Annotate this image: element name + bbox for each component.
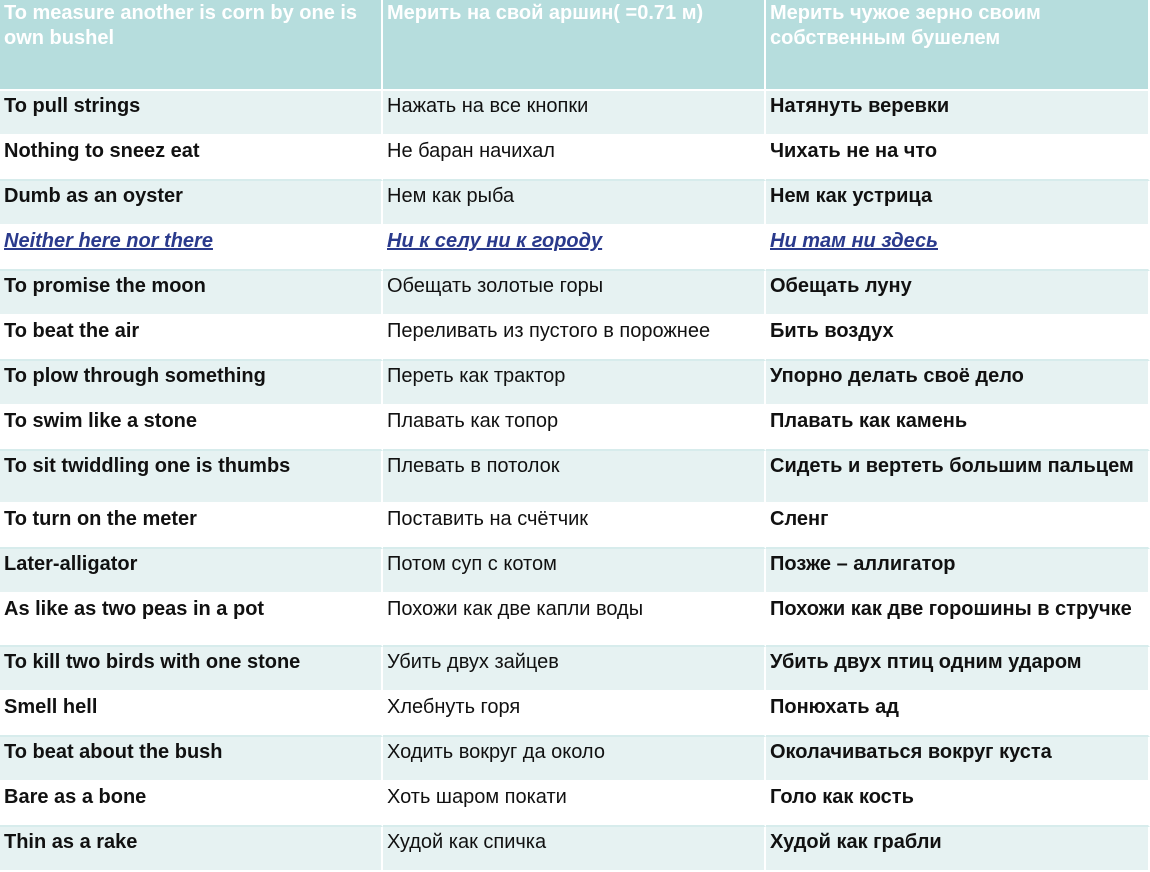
russian-equivalent: Поставить на счётчик	[383, 504, 766, 549]
russian-equivalent: Худой как спичка	[383, 827, 766, 872]
literal-translation: Сидеть и вертеть большим пальцем	[766, 451, 1150, 504]
russian-equivalent: Похожи как две капли воды	[383, 594, 766, 647]
english-idiom: To kill two birds with one stone	[0, 647, 383, 692]
header-english: To measure another is corn by one is own bushel	[0, 0, 383, 91]
english-idiom: To beat about the bush	[0, 737, 383, 782]
literal-translation: Упорно делать своё дело	[766, 361, 1150, 406]
russian-equivalent: Переть как трактор	[383, 361, 766, 406]
english-idiom: As like as two peas in a pot	[0, 594, 383, 647]
literal-translation: Позже – аллигатор	[766, 549, 1150, 594]
literal-translation: Натянуть веревки	[766, 91, 1150, 136]
english-idiom: Nothing to sneez eat	[0, 136, 383, 181]
english-idiom: To beat the air	[0, 316, 383, 361]
literal-translation: Нем как устрица	[766, 181, 1150, 226]
literal-translation: Плавать как камень	[766, 406, 1150, 451]
english-idiom: Dumb as an oyster	[0, 181, 383, 226]
literal-translation: Голо как кость	[766, 782, 1150, 827]
english-idiom: To swim like a stone	[0, 406, 383, 451]
header-literal-translation: Мерить чужое зерно своим собственным бушелем	[766, 0, 1150, 91]
literal-translation: Убить двух птиц одним ударом	[766, 647, 1150, 692]
russian-equivalent: Хоть шаром покати	[383, 782, 766, 827]
russian-equivalent: Не баран начихал	[383, 136, 766, 181]
english-idiom: To pull strings	[0, 91, 383, 136]
english-idiom: Thin as a rake	[0, 827, 383, 872]
russian-equivalent: Переливать из пустого в порожнее	[383, 316, 766, 361]
literal-translation: Понюхать ад	[766, 692, 1150, 737]
english-idiom: Later-alligator	[0, 549, 383, 594]
header-russian-equivalent: Мерить на свой аршин( =0.71 м)	[383, 0, 766, 91]
english-idiom: To plow through something	[0, 361, 383, 406]
literal-translation: Похожи как две горошины в стручке	[766, 594, 1150, 647]
literal-translation: Обещать луну	[766, 271, 1150, 316]
russian-equivalent-link[interactable]: Ни к селу ни к городу	[383, 226, 766, 271]
russian-equivalent: Плавать как топор	[383, 406, 766, 451]
english-idiom: Smell hell	[0, 692, 383, 737]
russian-equivalent: Обещать золотые горы	[383, 271, 766, 316]
literal-translation: Околачиваться вокруг куста	[766, 737, 1150, 782]
english-idiom: To sit twiddling one is thumbs	[0, 451, 383, 504]
literal-translation-link[interactable]: Ни там ни здесь	[766, 226, 1150, 271]
literal-translation: Худой как грабли	[766, 827, 1150, 872]
literal-translation: Сленг	[766, 504, 1150, 549]
russian-equivalent: Нем как рыба	[383, 181, 766, 226]
russian-equivalent: Плевать в потолок	[383, 451, 766, 504]
english-idiom: To promise the moon	[0, 271, 383, 316]
literal-translation: Бить воздух	[766, 316, 1150, 361]
english-idiom: To turn on the meter	[0, 504, 383, 549]
russian-equivalent: Ходить вокруг да около	[383, 737, 766, 782]
russian-equivalent: Потом суп с котом	[383, 549, 766, 594]
russian-equivalent: Хлебнуть горя	[383, 692, 766, 737]
russian-equivalent: Убить двух зайцев	[383, 647, 766, 692]
english-idiom: Bare as a bone	[0, 782, 383, 827]
english-idiom-link[interactable]: Neither here nor there	[0, 226, 383, 271]
literal-translation: Чихать не на что	[766, 136, 1150, 181]
russian-equivalent: Нажать на все кнопки	[383, 91, 766, 136]
